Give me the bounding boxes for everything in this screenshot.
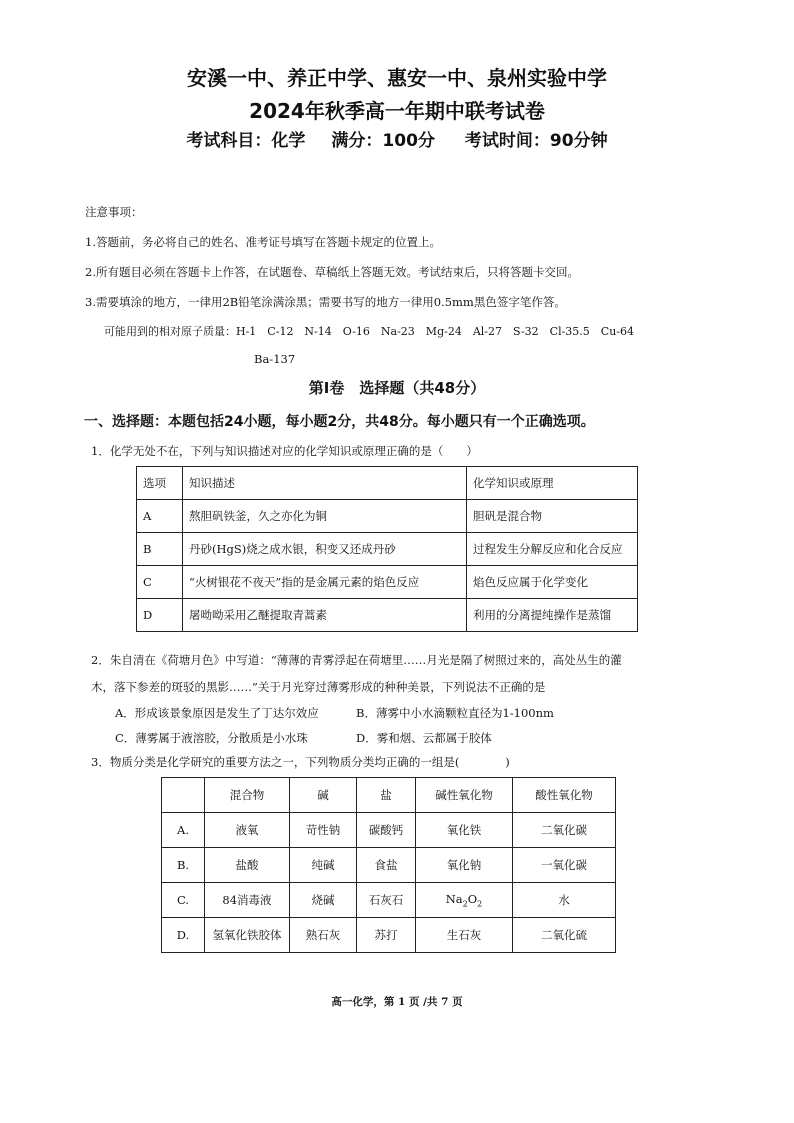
q2-stem-line-1: 2．朱自清在《荷塘月色》中写道：“薄薄的青雾浮起在荷塘里……月光是隔了树照过来的，高处丛生的灌: [91, 653, 622, 667]
table-cell: C: [137, 566, 183, 599]
table-header-cell: 选项: [137, 467, 183, 500]
table-row: [137, 566, 638, 599]
table-cell: 焰色反应属于化学变化: [467, 566, 638, 599]
exam-title: 2024年秋季高一年期中联考试卷: [249, 99, 545, 123]
table-header-cell: 混合物: [205, 778, 290, 813]
table-cell: 食盐: [357, 848, 416, 883]
table-header-row: [162, 778, 616, 813]
notes-title: 注意事项：: [85, 205, 143, 219]
table-cell: 碳酸钙: [357, 813, 416, 848]
q1-table: [136, 466, 638, 632]
table-header-cell: 碱性氧化物: [416, 778, 513, 813]
exam-full-score: 满分：100分: [331, 131, 435, 151]
q2-option-d: D．雾和烟、云都属于胶体: [356, 731, 492, 745]
table-cell: 盐酸: [205, 848, 290, 883]
table-cell: A.: [162, 813, 205, 848]
schools-title: 安溪一中、养正中学、惠安一中、泉州实验中学: [187, 66, 607, 90]
q1-stem: 1．化学无处不在，下列与知识描述对应的化学知识或原理正确的是（ ）: [91, 444, 478, 458]
table-cell: 丹砂(HgS)烧之成水银，积变又还成丹砂: [183, 533, 467, 566]
exam-subject: 考试科目：化学: [186, 131, 306, 151]
table-cell: 液氧: [205, 813, 290, 848]
table-row: [137, 500, 638, 533]
table-header-cell: 化学知识或原理: [467, 467, 638, 500]
table-cell: 二氧化硫: [513, 918, 616, 953]
q2-option-b: B．薄雾中小水滴颗粒直径为1-100nm: [356, 706, 554, 720]
table-row: [162, 918, 616, 953]
table-cell: 氧化钠: [416, 848, 513, 883]
table-header-cell: 知识描述: [183, 467, 467, 500]
part-title: 第Ⅰ卷 选择题（共48分）: [308, 379, 486, 397]
section-instruction: 一、选择题：本题包括24小题，每小题2分，共48分。每小题只有一个正确选项。: [84, 414, 595, 430]
note-item-2: 2.所有题目必须在答题卡上作答，在试题卷、草稿纸上答题无效。考试结束后，只将答题卡交回。: [85, 265, 579, 279]
atomic-masses-cont: Ba-137: [254, 352, 296, 366]
table-cell: 二氧化碳: [513, 813, 616, 848]
atomic-masses: 可能用到的相对原子质量：H-1 C-12 N-14 O-16 Na-23 Mg-24 Al-27 S-32 Cl-35.5 Cu-64: [104, 325, 635, 338]
table-row: [162, 883, 616, 918]
table-cell: 生石灰: [416, 918, 513, 953]
q3-stem: 3．物质分类是化学研究的重要方法之一，下列物质分类均正确的一组是( ): [91, 755, 510, 769]
q3-table: [161, 777, 616, 953]
table-cell: 水: [513, 883, 616, 918]
q2-stem-line-2: 木，落下参差的斑驳的黑影……”关于月光穿过薄雾形成的种种美景，下列说法不正确的是: [91, 680, 546, 694]
table-cell: B: [137, 533, 183, 566]
exam-info: [0, 126, 794, 151]
table-cell: 屠呦呦采用乙醚提取青蒿素: [183, 599, 467, 632]
table-cell: 胆矾是混合物: [467, 500, 638, 533]
table-cell: 过程发生分解反应和化合反应: [467, 533, 638, 566]
table-cell: D: [137, 599, 183, 632]
table-cell: D.: [162, 918, 205, 953]
table-cell: 石灰石: [357, 883, 416, 918]
page-footer: 高一化学，第 1 页 /共 7 页: [331, 996, 463, 1008]
formula-cell: $Na_2O_2$: [416, 883, 513, 918]
table-cell: 苛性钠: [290, 813, 357, 848]
table-cell: B.: [162, 848, 205, 883]
table-header-cell: 碱: [290, 778, 357, 813]
exam-time: 考试时间：90分钟: [464, 131, 608, 151]
table-row: [137, 599, 638, 632]
q2-option-c: C．薄雾属于液溶胶，分散质是小水珠: [115, 731, 308, 745]
table-cell: C.: [162, 883, 205, 918]
table-cell: 氢氧化铁胶体: [205, 918, 290, 953]
table-header-row: [137, 467, 638, 500]
table-cell: 利用的分离提纯操作是蒸馏: [467, 599, 638, 632]
table-header-cell: [162, 778, 205, 813]
table-row: [162, 848, 616, 883]
table-cell: A: [137, 500, 183, 533]
q2-option-a: A．形成该景象原因是发生了丁达尔效应: [115, 706, 319, 720]
table-cell: 熟石灰: [290, 918, 357, 953]
table-row: [137, 533, 638, 566]
note-item-3: 3.需要填涂的地方，一律用2B铅笔涂满涂黑；需要书写的地方一律用0.5mm黑色签字笔作答。: [85, 295, 566, 309]
table-cell: 氧化铁: [416, 813, 513, 848]
table-cell: 苏打: [357, 918, 416, 953]
table-cell: 烧碱: [290, 883, 357, 918]
table-row: [162, 813, 616, 848]
table-header-cell: 盐: [357, 778, 416, 813]
table-cell: 熬胆矾铁釜，久之亦化为铜: [183, 500, 467, 533]
table-header-cell: 酸性氧化物: [513, 778, 616, 813]
table-cell: “火树银花不夜天”指的是金属元素的焰色反应: [183, 566, 467, 599]
table-cell: 84消毒液: [205, 883, 290, 918]
note-item-1: 1.答题前，务必将自己的姓名、准考证号填写在答题卡规定的位置上。: [85, 235, 441, 249]
table-cell: 一氧化碳: [513, 848, 616, 883]
table-cell: 纯碱: [290, 848, 357, 883]
